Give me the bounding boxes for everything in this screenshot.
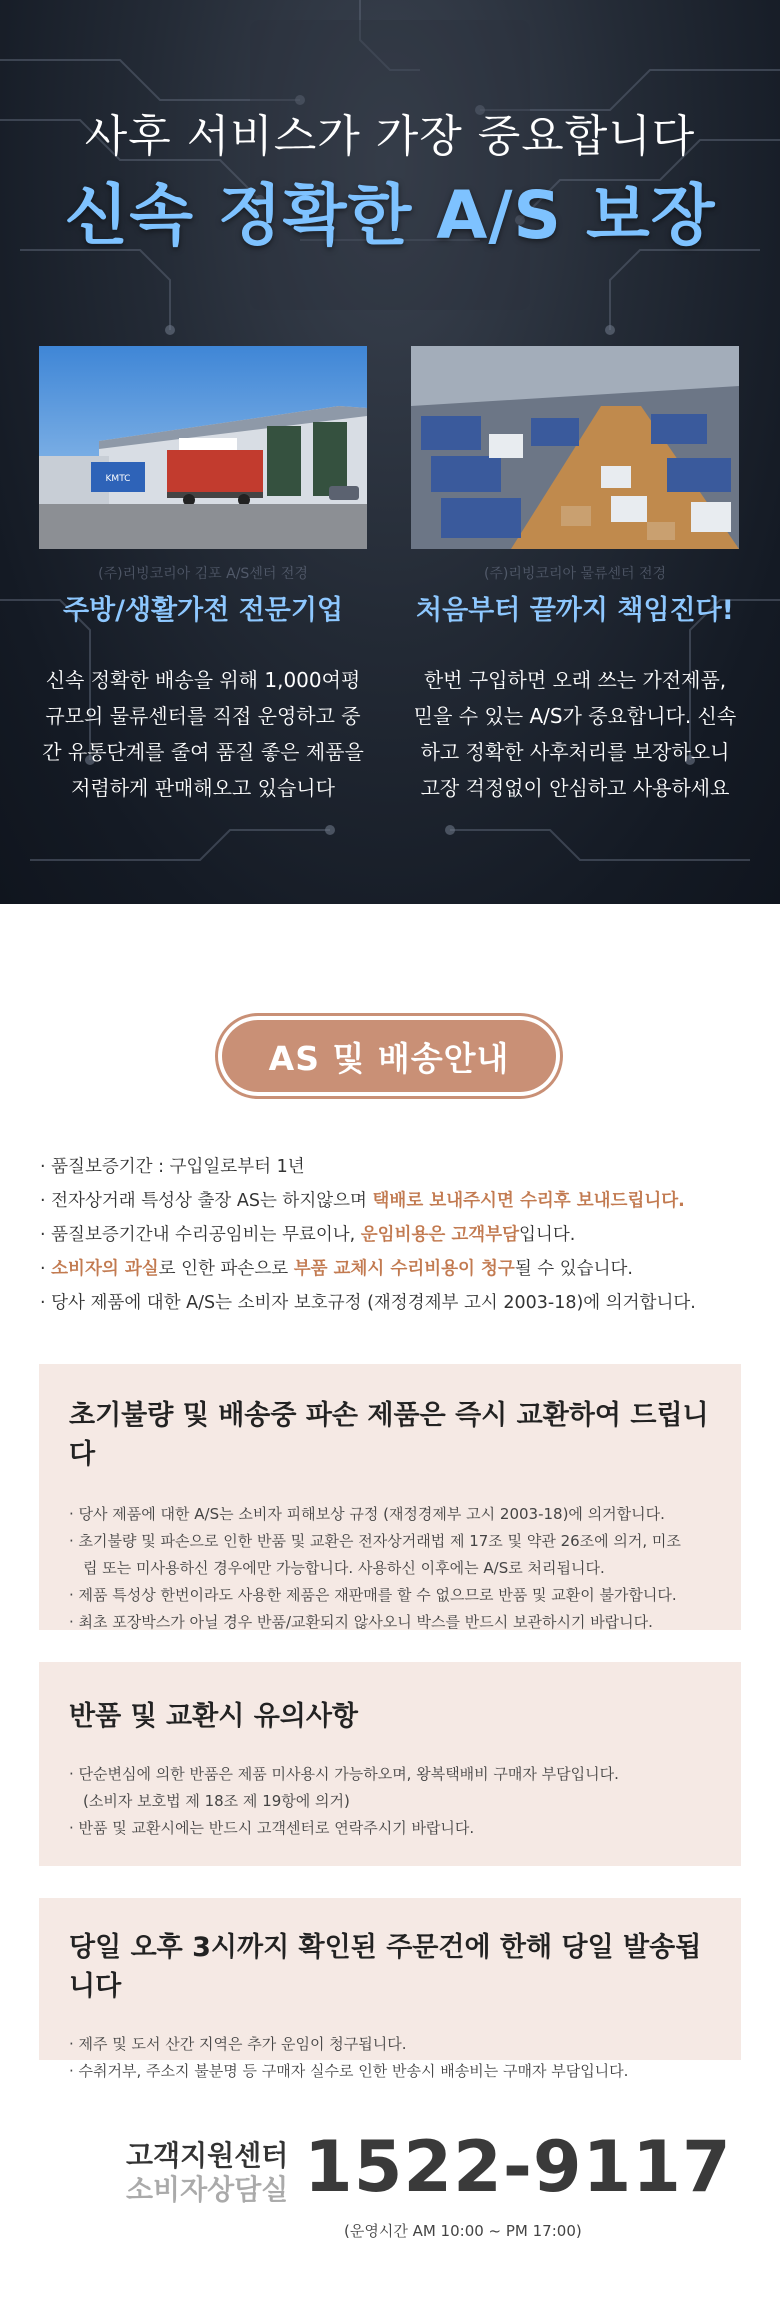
policy-bullet: · 품질보증기간 : 구입일로부터 1년 [40, 1150, 760, 1184]
feature-title-right: 처음부터 끝까지 책임진다! [415, 595, 734, 626]
box-title: 반품 및 교환시 유의사항 [69, 1701, 359, 1732]
contact-label-consult: 소비자상담실 [126, 2173, 289, 2206]
box-title: 당일 오후 3시까지 확인된 주문건에 한해 당일 발송됩니다 [69, 1932, 702, 2002]
hero-banner [0, 0, 780, 904]
policy-bullet: · 품질보증기간내 수리공임비는 무료이나, 운임비용은 고객부담입니다. [40, 1218, 760, 1252]
policy-bullets [40, 1150, 760, 1320]
as-delivery-notice [0, 904, 780, 2304]
box-item: (소비자 보호법 제 18조 제 19항에 의거) [83, 1792, 350, 1810]
section-title: AS 및 배송안내 [268, 1038, 510, 1078]
same-day-shipping-box [39, 1898, 741, 2080]
operating-hours: (운영시간 AM 10:00 ~ PM 17:00) [344, 2222, 582, 2240]
feature-desc-left: 신속 정확한 배송을 위해 1,000여평 규모의 물류센터를 직접 운영하고 중 간 유통단계를 줄여 품질 좋은 제품을 저렴하게 판매해오고 있습니다 [42, 668, 364, 800]
box-items [69, 2031, 711, 2085]
return-notes-box [39, 1662, 741, 1866]
box-item: 립 또는 미사용하신 경우에만 가능합니다. 사용하신 이후에는 A/S로 처리됩니다. [83, 1559, 605, 1577]
logistics-center-photo [39, 346, 367, 549]
photo-caption-right: (주)리빙코리아 물류센터 전경 [483, 566, 667, 582]
box-item: · 최초 포장박스가 아닐 경우 반품/교환되지 않사오니 박스를 반드시 보관하시기 바랍니다. [69, 1609, 711, 1636]
box-item: · 당사 제품에 대한 A/S는 소비자 피해보상 규정 (재정경제부 고시 2003-18)에 의거합니다. [69, 1501, 711, 1528]
feature-desc-right: 한번 구입하면 오래 쓰는 가전제품, 믿을 수 있는 A/S가 중요합니다. 신속 하고 정확한 사후처리를 보장하오니 고장 걱정없이 안심하고 사용하세요 [413, 668, 737, 800]
hero-subtitle: 사후 서비스가 가장 중요합니다 [84, 111, 696, 162]
contact-label-support: 고객지원센터 [126, 2139, 289, 2172]
factory-interior-photo [411, 346, 739, 549]
box-items [69, 1501, 711, 1636]
feature-title-left: 주방/생활가전 전문기업 [62, 595, 344, 626]
box-item: · 제주 및 도서 산간 지역은 추가 운임이 청구됩니다. [69, 2031, 711, 2058]
customer-center [0, 2116, 780, 2240]
policy-bullet: · 소비자의 과실로 인한 파손으로 부품 교체시 수리비용이 청구될 수 있습니다. [40, 1252, 760, 1286]
phone-number[interactable]: 1522-9117 [304, 2126, 732, 2208]
photo-caption-left: (주)리빙코리아 김포 A/S센터 전경 [98, 566, 308, 582]
box-item: · 초기불량 및 파손으로 인한 반품 및 교환은 전자상거래법 제 17조 및 약관 26조에 의거, 미조 [69, 1528, 711, 1555]
hero-title: 신속 정확한 A/S 보장 [64, 177, 716, 254]
box-item: · 제품 특성상 한번이라도 사용한 제품은 재판매를 할 수 없으므로 반품 및 교환이 불가합니다. [69, 1582, 711, 1609]
box-item: · 단순변심에 의한 반품은 제품 미사용시 가능하오며, 왕복택배비 구매자 부담입니다. [69, 1761, 711, 1788]
box-title: 초기불량 및 배송중 파손 제품은 즉시 교환하여 드립니다 [69, 1400, 709, 1470]
box-item: · 수취거부, 주소지 불분명 등 구매자 실수로 인한 반송시 배송비는 구매자 부담입니다. [69, 2058, 711, 2085]
box-item: · 반품 및 교환시에는 반드시 고객센터로 연락주시기 바랍니다. [69, 1815, 711, 1842]
exchange-info-box [39, 1364, 741, 1630]
box-items [69, 1761, 711, 1842]
policy-bullet: · 당사 제품에 대한 A/S는 소비자 보호규정 (재정경제부 고시 2003-18)에 의거합니다. [40, 1286, 760, 1320]
section-title-pill [222, 1020, 556, 1092]
truck-sign: KMTC [105, 474, 131, 484]
policy-bullet: · 전자상거래 특성상 출장 AS는 하지않으며 택배로 보내주시면 수리후 보내드립니다. [40, 1184, 760, 1218]
